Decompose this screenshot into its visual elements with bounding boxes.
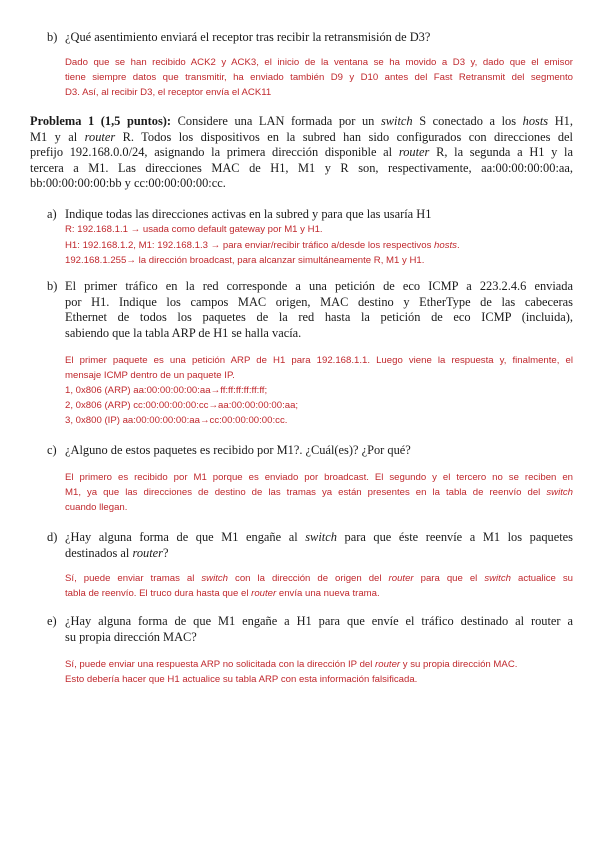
- question-label: b): [47, 30, 58, 44]
- question-text: ¿Qué asentimiento enviará el receptor tras recibir la retransmisión de D3?: [65, 30, 431, 44]
- question-line: sabiendo que la tabla ARP de H1 se halla vacía.: [65, 325, 302, 340]
- answer-line: cuando llegan.: [65, 502, 128, 513]
- problem-title: Problema 1 (1,5 puntos):: [30, 114, 172, 128]
- answer-line: El primer paquete es una petición ARP de H1 para 192.168.1.1. Luego viene la respuesta y, finalmente, el: [65, 355, 573, 366]
- question-text: Indique todas las direcciones activas en la subred y para que las usaría H1: [65, 207, 432, 221]
- question-label: e): [47, 614, 57, 628]
- problem-line: prefijo 192.168.0.0/24, asignando la primera dirección disponible al router R, la segunda a H1 y la: [30, 145, 574, 160]
- problem-line: tercera a M1. Las direcciones MAC de H1, M1 y R son, respectivamente, aa:00:00:00:00:aa,: [30, 160, 573, 175]
- problem-line: M1 y al router R. Todos los dispositivos en la subred han sido configurados con direcciones del: [30, 129, 573, 144]
- question-text: ¿Alguno de estos paquetes es recibido por M1?. ¿Cuál(es)? ¿Por qué?: [65, 443, 411, 457]
- question-line: por H1. Indique los campos MAC origen, MAC destino y EtherType de las cabeceras: [65, 294, 573, 309]
- question-line: destinados al router?: [65, 545, 169, 560]
- answer-line: Sí, puede enviar una respuesta ARP no solicitada con la dirección IP del router y su propia dirección MAC.: [65, 659, 518, 670]
- question-line: su propia dirección MAC?: [65, 629, 197, 644]
- question-line: Ethernet de todos los paquetes de la red hasta la petición de eco ICMP (incluida),: [65, 310, 573, 324]
- problem-line: bb:00:00:00:00:bb y cc:00:00:00:00:cc.: [30, 176, 226, 191]
- answer-b: [65, 353, 573, 428]
- question-line: ¿Hay alguna forma de que M1 engañe al switch para que éste reenvíe a M1 los paquetes: [65, 530, 574, 544]
- answer-line: mensaje ICMP dentro de un paquete IP.: [65, 370, 235, 381]
- answer-line: Esto debería hacer que H1 actualice su tabla ARP con esta información falsificada.: [65, 674, 418, 685]
- answer-a: [65, 222, 573, 269]
- answer-d: [65, 571, 573, 601]
- answer-line: tiene siempre datos que transmitir, ha enviado también D9 y D10 antes del Fast Retransmit del segmento: [65, 72, 573, 83]
- question-line: ¿Hay alguna forma de que M1 engañe a H1 para que envíe el tráfico destinado al router a: [65, 614, 573, 628]
- question-label: b): [47, 279, 58, 293]
- answer-line: Sí, puede enviar tramas al switch con la dirección de origen del router para que el switch actualice su: [65, 573, 574, 584]
- answer-line: El primero es recibido por M1 porque es enviado por broadcast. El segundo y el tercero no se reciben en: [65, 472, 573, 483]
- problem-line: Problema 1 (1,5 puntos): Considere una LAN formada por un switch S conectado a los hosts H1,: [30, 114, 573, 128]
- answer-line: 2, 0x806 (ARP) cc:00:00:00:00:cc→aa:00:00:00:00:aa;: [65, 400, 299, 411]
- answer-line: Dado que se han recibido ACK2 y ACK3, el inicio de la ventana se ha movido a D3 y, dado que el emisor: [65, 57, 573, 68]
- answer-b-previous: [65, 55, 573, 100]
- answer-line: R: 192.168.1.1 → usada como default gateway por M1 y H1.: [65, 224, 323, 235]
- answer-e: [65, 657, 573, 687]
- question-label: d): [47, 530, 58, 544]
- question-line: El primer tráfico en la red corresponde a una petición de eco ICMP a 223.2.4.6 enviada: [65, 279, 573, 293]
- answer-c: [65, 470, 573, 515]
- answer-line: 3, 0x800 (IP) aa:00:00:00:00:aa→cc:00:00:00:00:cc.: [65, 415, 288, 426]
- question-label: c): [47, 443, 57, 457]
- answer-line: 1, 0x806 (ARP) aa:00:00:00:00:aa→ff:ff:ff:ff:ff:ff;: [65, 385, 268, 396]
- question-label: a): [47, 207, 57, 221]
- answer-line: H1: 192.168.1.2, M1: 192.168.1.3 → para enviar/recibir tráfico a/desde los respectivos hosts.: [65, 239, 460, 251]
- answer-line: 192.168.1.255→ la dirección broadcast, para alcanzar simultáneamente R, M1 y H1.: [65, 255, 425, 266]
- answer-line: tabla de reenvío. El truco dura hasta que el router envía una nueva trama.: [65, 588, 380, 599]
- answer-line: M1, ya que las direcciones de destino de las tramas ya están presentes en la tabla de reenvío del switch: [65, 487, 573, 498]
- problem-statement: [30, 114, 573, 192]
- answer-line: D3. Así, al recibir D3, el receptor envía el ACK11: [65, 87, 272, 98]
